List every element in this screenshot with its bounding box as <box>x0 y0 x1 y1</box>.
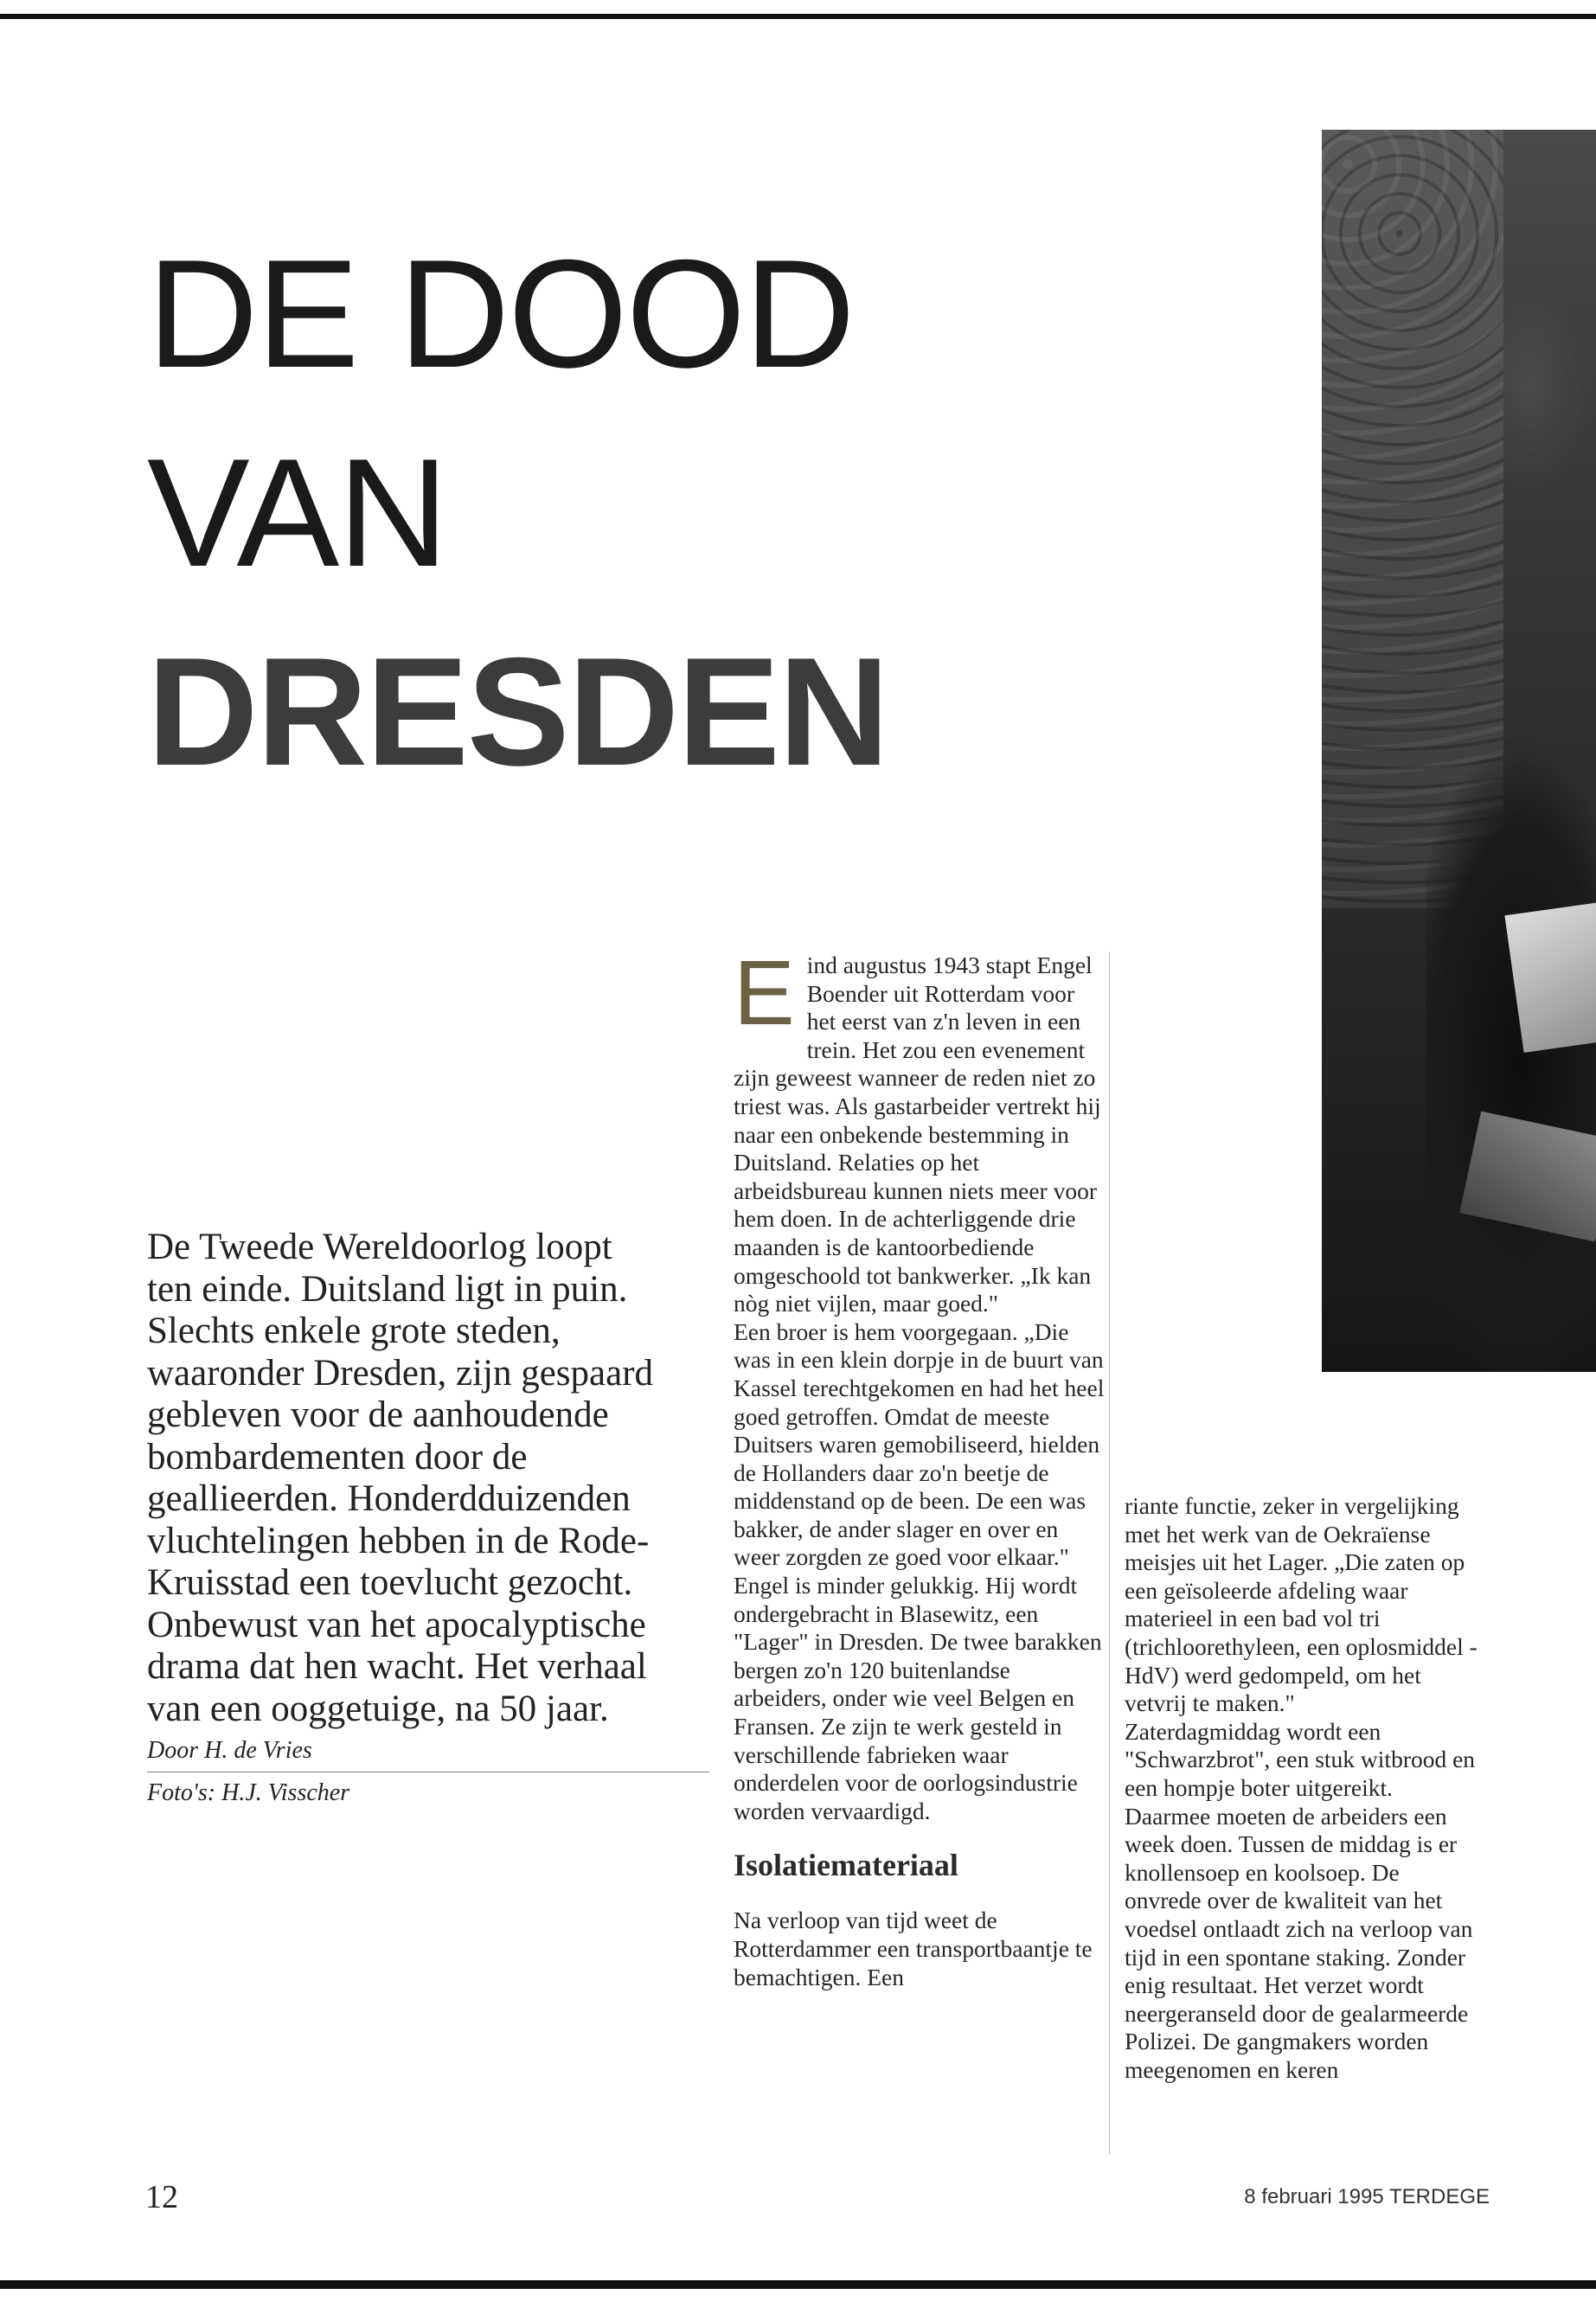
article-column-1 <box>734 942 1106 1990</box>
paragraph: Zaterdagmiddag wordt een "Schwarzbrot", een stuk witbrood en een hompje boter uitgereikt. Daarmee moeten de arbeiders een week doen. Tussen de middag is er knollensoep en koolsoep. De onvrede over de kwaliteit van het voedsel ontlaadt zich na verloop van tijd in een spontane staking. Zonder enig resultaat. Het verzet wordt neergeranseld door de gealarmeerde Polizei. De gangmakers worden meegenomen en keren <box>1125 1717 1476 2083</box>
photo-figure <box>1426 735 1596 1372</box>
issue-footer: 8 februari 1995 TERDEGE <box>1244 2185 1490 2208</box>
paragraph: riante functie, zeker in vergelijking met het werk van de Oekraïense meisjes uit het Lager. „Die zaten op een geïsoleerde afdeling waar materieel in een bad vol tri (trichloorethyleen, een oplosmiddel - HdV) werd gedompeld, om het vetvrij te maken." <box>1125 1492 1477 1717</box>
headline-line-1: DE DOOD <box>147 228 854 400</box>
article-photo <box>1322 130 1596 1372</box>
paragraph: Een broer is hem voorgegaan. „Die was in een klein dorpje in de buurt van Kassel terechtgekomen en had het heel goed getroffen. Omdat de meeste Duitsers waren gemobiliseerd, hielden de Hollanders daar zo'n beetje de middenstand op de been. De een was bakker, de ander slager en over en weer zorgden ze goed voor elkaar." <box>734 1317 1105 1571</box>
page-number: 12 <box>145 2179 178 2215</box>
paragraph: ind augustus 1943 stapt Engel Boender uit Rotterdam voor het eerst van z'n leven in een trein. Het zou een evenement zijn geweest wanneer de reden niet zo triest was. Als gastarbeider vertrekt hij naar een onbekende bestemming in Duitsland. Relaties op het arbeidsbureau kunnen niets meer voor hem doen. In de achterliggende drie maanden is de kantoorbediende omgeschoold tot bankwerker. „Ik kan nòg niet vijlen, maar goed." <box>734 952 1101 1317</box>
bottom-rule <box>0 2280 1596 2289</box>
author-credit: Door H. de Vries <box>147 1737 312 1764</box>
article-column-2 <box>1125 1492 1481 2083</box>
intro-lede: De Tweede Wereldoorlog loopt ten einde. Duitsland ligt in puin. Slechts enkele grote steden, waaronder Dresden, zijn gespaard gebleven voor de aanhoudende bombardementen door de geallieerden. Honderdduizenden vluchtelingen hebben in de Rode-Kruisstad een toevlucht gezocht. Onbewust van het apocalyptische drama dat hen wacht. Het verhaal van een ooggetuige, na 50 jaar. <box>147 1227 654 1729</box>
drop-cap: E <box>734 942 795 1044</box>
paragraph: Na verloop van tijd weet de Rotterdammer een transportbaantje te bemachtigen. Een <box>734 1907 1093 1990</box>
photo-credit: Foto's: H.J. Visscher <box>147 1779 350 1806</box>
headline-line-3: DRESDEN <box>147 625 888 798</box>
headline-line-2: VAN <box>147 426 447 599</box>
top-rule <box>0 14 1596 19</box>
column-divider <box>1109 952 1110 2154</box>
subheading: Isolatiemateriaal <box>734 1848 958 1883</box>
paragraph: Engel is minder gelukkig. Hij wordt ondergebracht in Blasewitz, een "Lager" in Dresden. De twee barakken bergen zo'n 120 buitenlandse arbeiders, onder wie veel Belgen en Fransen. Ze zijn te werk gesteld in verschillende fabrieken waar onderdelen voor de oorlogsindustrie worden vervaardigd. <box>734 1572 1102 1824</box>
